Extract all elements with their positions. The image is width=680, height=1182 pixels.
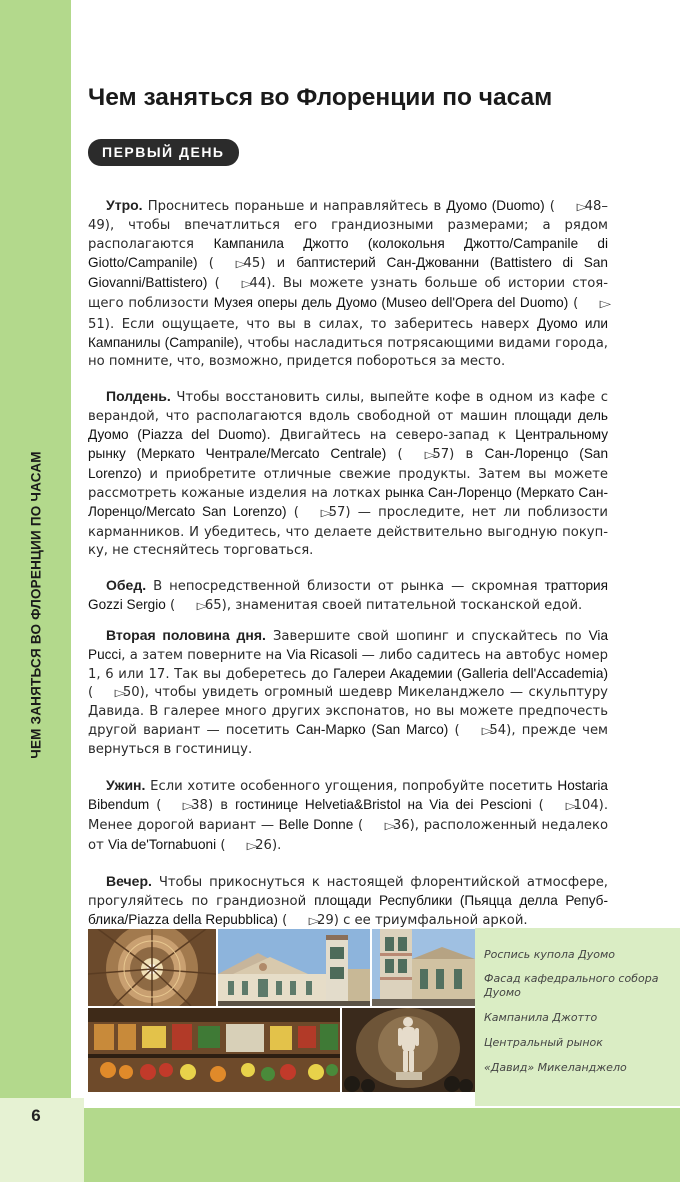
page-ref: 38 (191, 797, 208, 813)
place-name: траттория Gozzi Sergio (88, 577, 608, 612)
place-name: Дуомо (Duomo) (446, 198, 545, 213)
page-ref-icon: ▷ (196, 600, 209, 612)
place-name: гостинице Helvetia&Bristol на Via dei Pescioni (235, 796, 532, 812)
place-name: Via Ricasoli (286, 646, 358, 662)
page-ref: 57 (432, 447, 450, 463)
page-ref: 48–49 (88, 199, 608, 234)
page-ref-icon: ▷ (481, 726, 493, 738)
place-name: Центральному рынку (Меркато Чентрале/Mercato Centrale) (88, 427, 608, 462)
place-name: площади дель Дуомо (Piazza del Duomo) (88, 407, 609, 443)
place-name: Belle Donne (278, 816, 354, 832)
page-ref: 104 (573, 797, 599, 813)
page-ref: 51 (88, 316, 105, 332)
photo-cathedral-facade (218, 929, 370, 1006)
footer-band (84, 1108, 680, 1182)
photo-central-market (88, 1008, 340, 1092)
place-name: площади Республики (Пьяцца делла Репубблика/Piazza della Repubblica) (88, 893, 608, 928)
place-name: рынка Сан-Лоренцо (Меркато Сан-Лоренцо/Mercato San Lorenzo) (88, 485, 608, 520)
caption-david-statue: «Давид» Микеланджело (484, 1061, 627, 1074)
page-title: Чем заняться во Флоренции по часам (88, 84, 553, 111)
place-name: Дуомо или Кампанилы (Campanile) (88, 315, 609, 350)
section-lunch: Обед. В непосредственной близости от рынка — скромная траттория Gozzi Sergio ( ▷65), знаменитая своей питательной тосканской едой. (88, 576, 608, 616)
page-ref-icon: ▷ (235, 259, 247, 271)
caption-central-market: Центральный рынок (484, 1036, 603, 1049)
itinerary-text (88, 196, 612, 947)
section-morning: Утро. Проснитесь пораньше и направляйтесь в Дуомо (Duomo) ( ▷48–49), чтобы впечатлиться его грандиозными размерами; а рядом располагаются Кампанила Джотто (колокольня Джотто/Campanile di Giotto/Campanile) ( ▷45) и баптистерий Сан-Джованни (Battistero di San Giovanni/Battistero) ( ▷44). Вы можете узнать больше об истории стоящего поблизости Музея оперы дель Дуомо (Museo dell'Opera del Duomo) ( ▷51). Если ощущаете, что вы в силах, то заберитесь наверх Дуомо или Кампанилы (Campanile), чтобы насладиться потрясающими видами города, но помните, что, возможно, придется побороться за место. (88, 197, 612, 369)
page-ref: 29 (316, 913, 334, 929)
page-ref-icon: ▷ (247, 840, 259, 852)
section-lead: Вторая половина дня. (106, 626, 266, 643)
place-name: Via Pucci (88, 627, 609, 662)
place-name: Музея оперы дель Дуомо (Museo dell'Opera del Duomo) (213, 295, 569, 311)
section-noon: Полдень. Чтобы восстановить силы, выпейте кофе в одном из кафе с верандой, что располагаются вдоль свободной от машин площади дель Дуомо (Piazza del Duomo). Двигайтесь на северо-запад к Центральному рынку (Меркато Чентрале/Mercato Centrale) ( ▷57) в Сан-Лоренцо (San Lorenzo) и приобретите отличные свежие продукты. Затем вы можете рассмотреть кожаные изделия на лотках рынка Сан-Лоренцо (Меркато Сан-Лоренцо/Mercato San Lorenzo) ( ▷57) — проследите, нет ли поблизости карманников. И убедитесь, что делаете действительно выгодную покупку, не стесняйтесь торговаться. (88, 387, 609, 558)
section-lead: Обед. (106, 576, 147, 593)
place-name: Галереи Академии (Galleria dell'Accademia) (333, 666, 608, 682)
section-lead: Вечер. (106, 872, 152, 889)
page-ref: 45 (243, 256, 261, 272)
page-ref-icon: ▷ (308, 916, 321, 928)
section-lead: Ужин. (106, 776, 146, 793)
page-ref-icon: ▷ (384, 820, 397, 832)
page-ref: 50 (122, 685, 140, 701)
page-ref: 36 (392, 817, 410, 833)
place-name: Сан-Марко (San Marco) (295, 722, 449, 738)
caption-cathedral-facade: Фасад кафедрального собора Дуомо (484, 972, 659, 999)
page-ref: 57 (328, 505, 346, 521)
day-badge: ПЕРВЫЙ ДЕНЬ (88, 139, 239, 166)
place-name: Сан-Лоренцо (San Lorenzo) (88, 446, 609, 482)
page-ref-icon: ▷ (599, 299, 612, 311)
page-number: 6 (31, 1106, 41, 1125)
page-ref-icon: ▷ (576, 202, 589, 213)
place-name: Hostaria Bibendum (88, 777, 608, 812)
section-lead: Утро. (106, 197, 143, 213)
sidebar-strip (0, 0, 71, 1098)
photo-giotto-campanile (372, 929, 475, 1006)
page-ref-icon: ▷ (183, 800, 195, 812)
photo-david-statue (342, 1008, 475, 1092)
section-afternoon: Вторая половина дня. Завершите свой шопинг и спускайтесь по Via Pucci, а затем поверните на Via Ricasoli — либо садитесь на автобус номер 1, 6 или 17. Так вы доберетесь до Галереи Академии (Galleria dell'Accademia) ( ▷50), чтобы увидеть огромный шедевр Микеланджело — скульптуру Давида. В галерее много других экспонатов, но вы можете предпочесть другой вариант — посетить Сан-Марко (San Marco) ( ▷54), прежде чем вернуться в гостиницу. (88, 626, 609, 758)
caption-dome-fresco: Роспись купола Дуомо (484, 948, 615, 961)
page-ref: 44 (249, 276, 267, 292)
page-ref: 54 (489, 723, 507, 739)
page-ref-icon: ▷ (114, 688, 127, 700)
page-ref-icon: ▷ (565, 800, 577, 812)
place-name: баптистерий Сан-Джованни (Battistero di San Giovanni/Battistero) (88, 255, 608, 291)
section-lead: Полдень. (106, 387, 171, 404)
photo-dome-fresco (88, 929, 216, 1006)
section-dinner: Ужин. Если хотите особенного угощения, попробуйте посетить Hostaria Bibendum ( ▷38) в гостинице Helvetia&Bristol на Via dei Pescioni ( ▷104). Менее дорогой вариант — Belle Donne ( ▷36), расположенный недалеко от Via de'Tornabuoni ( ▷26). (88, 776, 608, 856)
section-evening: Вечер. Чтобы прикоснуться к настоящей флорентийской атмосфере, прогуляйтесь по грандиозной площади Республики (Пьяцца делла Репубблика/Piazza della Repubblica) ( ▷29) с ее триумфальной аркой. (88, 872, 608, 931)
place-name: Кампанила Джотто (колокольня Джотто/Campanile di Giotto/Campanile) (88, 236, 608, 271)
place-name: Via de'Tornabuoni (107, 836, 217, 852)
page-ref-icon: ▷ (424, 450, 436, 462)
page-ref: 65 (204, 597, 222, 613)
page-ref-icon: ▷ (241, 279, 253, 291)
page-ref: 26 (255, 837, 272, 853)
sidebar-section-label: ЧЕМ ЗАНЯТЬСЯ ВО ФЛОРЕНЦИИ ПО ЧАСАМ (28, 451, 44, 759)
caption-giotto-campanile: Кампанила Джотто (484, 1011, 598, 1024)
page-ref-icon: ▷ (320, 508, 333, 520)
